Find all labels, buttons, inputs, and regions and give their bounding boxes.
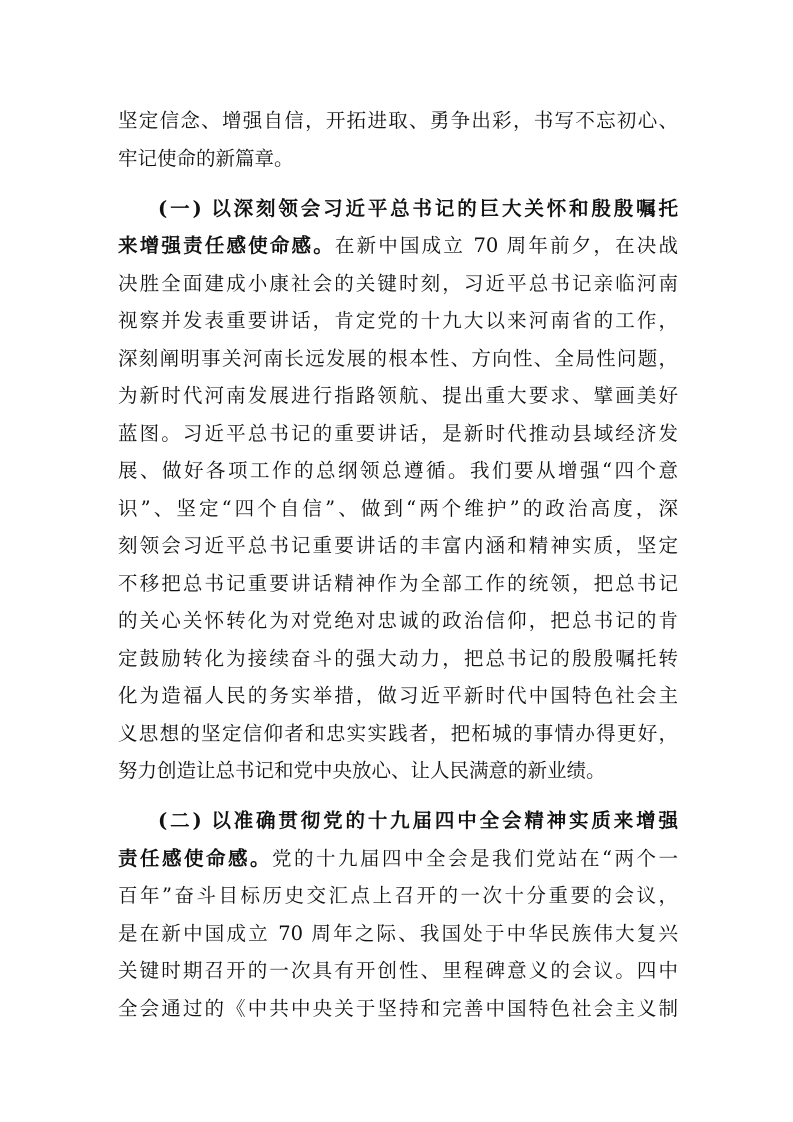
body-text: 努力创造让总书记和党中央放心、让人民满意的新业绩。 <box>118 759 606 782</box>
text-line <box>118 415 678 453</box>
text-line <box>118 190 678 228</box>
document-page <box>118 102 678 1040</box>
body-text: 决胜全面建成小康社会的关键时刻，习近平总书记亲临河南 <box>118 271 678 295</box>
body-text: 不移把总书记重要讲话精神作为全部工作的统领，把总书记 <box>118 571 678 595</box>
bold-heading-text: (一) 以深刻领会习近平总书记的巨大关怀和殷殷嘱托 <box>158 196 678 220</box>
text-line <box>118 340 678 378</box>
text-line <box>118 302 678 340</box>
text-line <box>118 527 678 565</box>
text-line <box>118 677 678 715</box>
text-line <box>118 877 678 915</box>
body-text: 在新中国成立 70 周年前夕，在决战 <box>334 234 678 257</box>
body-text: 化为造福人民的务实举措，做习近平新时代中国特色社会主 <box>118 684 678 707</box>
text-line <box>118 602 678 640</box>
text-line <box>118 802 678 840</box>
paragraph <box>118 802 678 1027</box>
text-line <box>118 452 678 490</box>
text-line <box>118 265 678 303</box>
bold-heading-text: 来增强责任感使命感。 <box>118 234 335 257</box>
body-text: 深刻阐明事关河南长远发展的根本性、方向性、全局性问题， <box>118 346 678 370</box>
text-line <box>118 565 678 603</box>
body-text: 牢记使命的新篇章。 <box>118 146 294 170</box>
text-line <box>118 990 678 1028</box>
body-text: 关键时期召开的一次具有开创性、里程碑意义的会议。四中 <box>118 959 678 982</box>
text-line <box>118 952 678 990</box>
text-line <box>118 102 678 140</box>
body-text: 展、做好各项工作的总纲领总遵循。我们要从增强“四个意 <box>118 459 678 482</box>
body-text: 坚定信念、增强自信，开拓进取、勇争出彩，书写不忘初心、 <box>118 109 678 132</box>
bold-heading-text: (二) 以准确贯彻党的十九届四中全会精神实质来增强 <box>158 809 678 832</box>
body-text: 义思想的坚定信仰者和忠实实践者，把柘城的事情办得更好， <box>118 721 678 745</box>
body-text: 为新时代河南发展进行指路领航、提出重大要求、擘画美好 <box>118 384 678 407</box>
body-text: 党的十九届四中全会是我们党站在“两个一 <box>272 846 678 870</box>
body-text: 定鼓励转化为接续奋斗的强大动力，把总书记的殷殷嘱托转 <box>118 646 678 670</box>
body-text: 是在新中国成立 70 周年之际、我国处于中华民族伟大复兴 <box>118 921 678 945</box>
body-text: 的关心关怀转化为对党绝对忠诚的政治信仰，把总书记的肯 <box>118 609 678 632</box>
text-line <box>118 377 678 415</box>
body-text: 全会通过的《中共中央关于坚持和完善中国特色社会主义制 <box>118 996 678 1020</box>
body-text: 百年”奋斗目标历史交汇点上召开的一次十分重要的会议， <box>118 884 678 907</box>
text-line <box>118 752 678 790</box>
text-line <box>118 715 678 753</box>
body-text: 识”、坚定“四个自信”、做到“两个维护”的政治高度，深 <box>118 496 678 520</box>
body-text: 蓝图。习近平总书记的重要讲话，是新时代推动县域经济发 <box>118 421 678 445</box>
text-line <box>118 140 678 178</box>
text-line <box>118 227 678 265</box>
body-text: 刻领会习近平总书记重要讲话的丰富内涵和精神实质，坚定 <box>118 534 678 557</box>
text-line <box>118 840 678 878</box>
text-line <box>118 490 678 528</box>
text-line <box>118 640 678 678</box>
bold-heading-text: 责任感使命感。 <box>118 846 273 870</box>
text-line <box>118 915 678 953</box>
paragraph <box>118 190 678 790</box>
body-text: 视察并发表重要讲话，肯定党的十九大以来河南省的工作， <box>118 309 678 332</box>
paragraph <box>118 102 678 177</box>
